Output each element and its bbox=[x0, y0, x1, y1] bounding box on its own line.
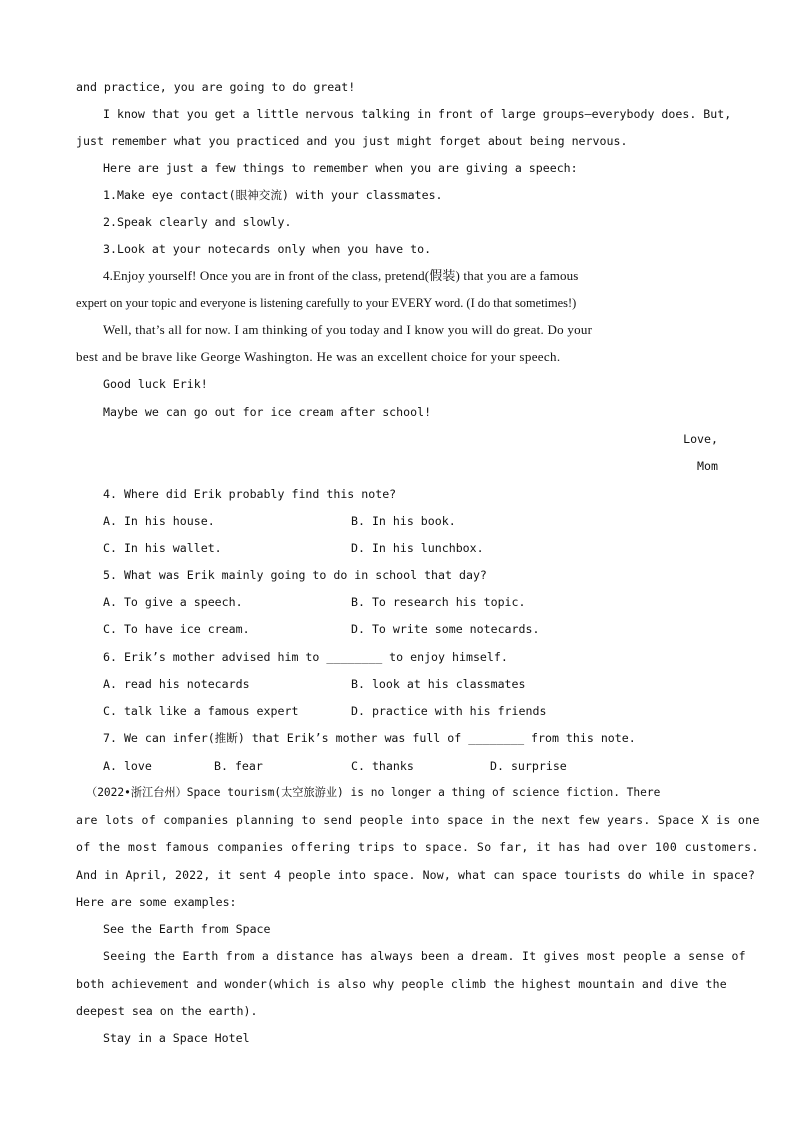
letter-line: just remember what you practiced and you just might forget about being nervous. bbox=[76, 134, 628, 148]
letter-line: I know that you get a little nervous talking in front of large groups—everybody does. But, bbox=[103, 107, 732, 121]
letter-line: Maybe we can go out for ice cream after school! bbox=[103, 405, 432, 419]
letter-list-item: 4.Enjoy yourself! Once you are in front of the class, pretend(假装) that you are a famous bbox=[103, 268, 579, 283]
question-stem: 6. Erik’s mother advised him to ________ to enjoy himself. bbox=[103, 650, 508, 664]
question-stem: 7. We can infer(推断) that Erik’s mother was full of ________ from this note. bbox=[103, 731, 636, 745]
letter-line: expert on your topic and everyone is listening carefully to your EVERY word. (I do that sometimes!) bbox=[76, 296, 577, 310]
answer-option: B. To research his topic. bbox=[351, 595, 526, 609]
letter-closing: Love, bbox=[683, 432, 718, 446]
answer-option: D. practice with his friends bbox=[351, 704, 547, 718]
passage-heading: Stay in a Space Hotel bbox=[103, 1031, 250, 1045]
passage-line: of the most famous companies offering trips to space. So far, it has had over 100 customers. bbox=[76, 840, 759, 854]
answer-option: B. In his book. bbox=[351, 514, 456, 528]
passage-line: And in April, 2022, it sent 4 people into space. Now, what can space tourists do while in space? bbox=[76, 868, 756, 882]
letter-line: Good luck Erik! bbox=[103, 377, 208, 391]
answer-option: A. In his house. bbox=[103, 514, 215, 528]
answer-option: C. To have ice cream. bbox=[103, 622, 250, 636]
answer-option: D. surprise bbox=[490, 759, 567, 773]
letter-list-item: 3.Look at your notecards only when you have to. bbox=[103, 242, 432, 256]
answer-option: D. To write some notecards. bbox=[351, 622, 540, 636]
answer-option: A. read his notecards bbox=[103, 677, 250, 691]
passage-line: deepest sea on the earth). bbox=[76, 1004, 258, 1018]
passage-line: （2022•浙江台州）Space tourism(太空旅游业) is no longer a thing of science fiction. There bbox=[86, 786, 661, 799]
passage-heading: See the Earth from Space bbox=[103, 922, 271, 936]
letter-list-item: 2.Speak clearly and slowly. bbox=[103, 215, 292, 229]
letter-signature: Mom bbox=[697, 459, 718, 473]
letter-line: Well, that’s all for now. I am thinking of you today and I know you will do great. Do your bbox=[103, 322, 593, 337]
letter-line: and practice, you are going to do great! bbox=[76, 80, 356, 94]
letter-list-item: 1.Make eye contact(眼神交流) with your classmates. bbox=[103, 188, 443, 202]
answer-option: C. thanks bbox=[351, 759, 414, 773]
letter-line: Here are just a few things to remember when you are giving a speech: bbox=[103, 161, 578, 175]
letter-line: best and be brave like George Washington. He was an excellent choice for your speech. bbox=[76, 349, 561, 364]
passage-line: Here are some examples: bbox=[76, 895, 237, 909]
answer-option: D. In his lunchbox. bbox=[351, 541, 484, 555]
answer-option: A. love bbox=[103, 759, 152, 773]
answer-option: A. To give a speech. bbox=[103, 595, 243, 609]
answer-option: C. talk like a famous expert bbox=[103, 704, 299, 718]
answer-option: B. fear bbox=[214, 759, 263, 773]
answer-option: B. look at his classmates bbox=[351, 677, 526, 691]
question-stem: 5. What was Erik mainly going to do in school that day? bbox=[103, 568, 487, 582]
passage-line: are lots of companies planning to send people into space in the next few years. Space X is one bbox=[76, 813, 760, 827]
answer-option: C. In his wallet. bbox=[103, 541, 222, 555]
question-stem: 4. Where did Erik probably find this note? bbox=[103, 487, 397, 501]
passage-line: Seeing the Earth from a distance has always been a dream. It gives most people a sense of bbox=[103, 949, 746, 963]
passage-line: both achievement and wonder(which is also why people climb the highest mountain and dive the bbox=[76, 977, 727, 991]
